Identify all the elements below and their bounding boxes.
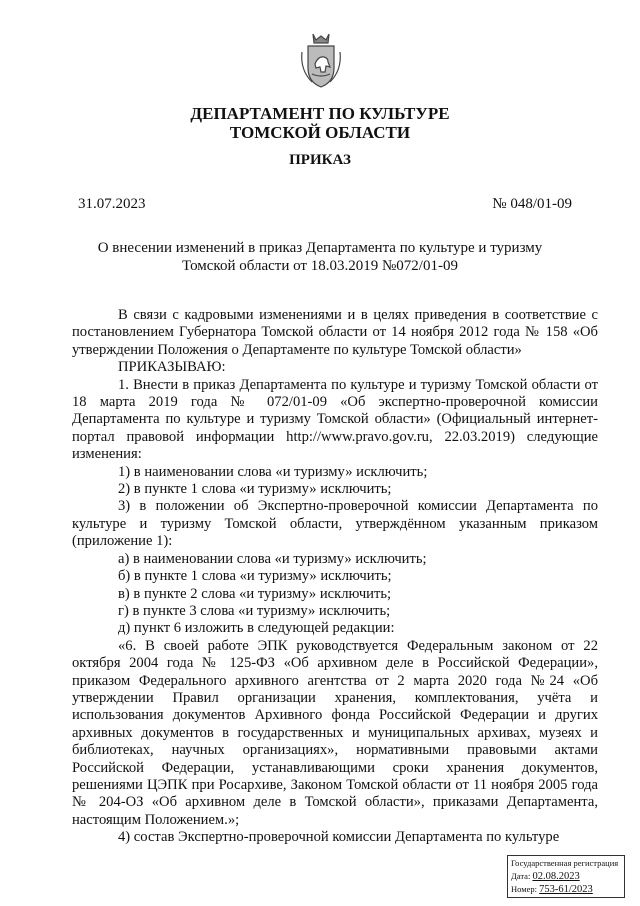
- document-title-line-1: О внесении изменений в приказ Департамента по культуре и туризму: [97, 240, 543, 256]
- registration-stamp: [507, 855, 625, 898]
- paragraph-subitem-4: 4) состав Экспертно-проверочной комиссии Департамента по культуре: [118, 829, 560, 846]
- registration-date-row: [511, 870, 621, 883]
- document-title-line-2: Томской области от 18.03.2019 №072/01-09: [182, 258, 458, 274]
- paragraph-clause-6: «6. В своей работе ЭПК руководствуется Федеральным законом от 22 октября 2004 года № 125-ФЗ «Об архивном деле в Российской Федерации», приказом Федерального архивного агентства от 2 марта 2020 года №24 «Об утверждении Правил организации хранения, комплектования, учёта и использования документов Архивного фонда Российской Федерации и других архивных документов в государственных и муниципальных архивах, музеях и библиотеках, научных организациях», нормативными правовыми актами Российской Федерации, устанавливающими сроки хранения документов, решениями ЦЭПК при Росархиве, Законом Томской области от 11 ноября 2005 года № 204-ОЗ «Об архивном деле в Томской области», приказами Департамента, настоящим Положением.»;: [72, 637, 598, 828]
- paragraph-subitem-g: г) в пункте 3 слова «и туризму» исключить;: [118, 602, 391, 619]
- paragraph-subitem-v: в) в пункте 2 слова «и туризму» исключить;: [118, 585, 392, 602]
- registration-heading: Государственная регистрация: [511, 858, 619, 868]
- paragraph-subitem-b: б) в пункте 1 слова «и туризму» исключить;: [118, 568, 392, 585]
- registration-date-value: 02.08.2023: [532, 871, 580, 882]
- document-number: № 048/01-09: [492, 196, 572, 212]
- document-date: 31.07.2023: [78, 196, 146, 212]
- registration-number-value: 753-61/2023: [539, 884, 593, 895]
- paragraph-order-word: ПРИКАЗЫВАЮ:: [118, 359, 226, 376]
- paragraph-preamble: В связи с кадровыми изменениями и в целях приведения в соответствие с постановлением Губернатора Томской области от 14 ноября 2012 года № 158 «Об утверждении Положения о Департаменте по культуре Томской области»: [72, 307, 598, 358]
- paragraph-item-1: 1. Внести в приказ Департамента по культуре и туризму Томской области от 18 марта 2019 года № 072/01-09 «Об экспертно-проверочной комиссии Департамента по культуре и туризму Томской области» (Официальный интернет-портал правовой информации http://www.pravo.gov.ru, 22.03.2019) следующие изменения:: [72, 376, 598, 463]
- registration-number-row: [511, 883, 621, 896]
- organization-name-line-1: ДЕПАРТАМЕНТ ПО КУЛЬТУРЕ: [190, 104, 450, 123]
- document-type: ПРИКАЗ: [289, 152, 351, 168]
- paragraph-subitem-1: 1) в наименовании слова «и туризму» исключить;: [118, 463, 428, 480]
- paragraph-subitem-2: 2) в пункте 1 слова «и туризму» исключить;: [118, 481, 392, 498]
- document-title: [60, 239, 580, 275]
- paragraph-subitem-a: а) в наименовании слова «и туризму» исключить;: [118, 550, 427, 567]
- tomsk-coat-of-arms-icon: [298, 30, 344, 90]
- registration-date-label: Дата:: [511, 871, 531, 881]
- paragraph-subitem-3: 3) в положении об Экспертно-проверочной комиссии Департамента по культуре и туризму Томской области, утверждённом указанным приказом (приложение 1):: [72, 498, 598, 550]
- paragraph-subitem-d: д) пункт 6 изложить в следующей редакции:: [118, 620, 395, 637]
- registration-number-label: Номер:: [511, 884, 537, 894]
- document-body: [72, 307, 598, 847]
- organization-name-line-2: ТОМСКОЙ ОБЛАСТИ: [229, 123, 411, 142]
